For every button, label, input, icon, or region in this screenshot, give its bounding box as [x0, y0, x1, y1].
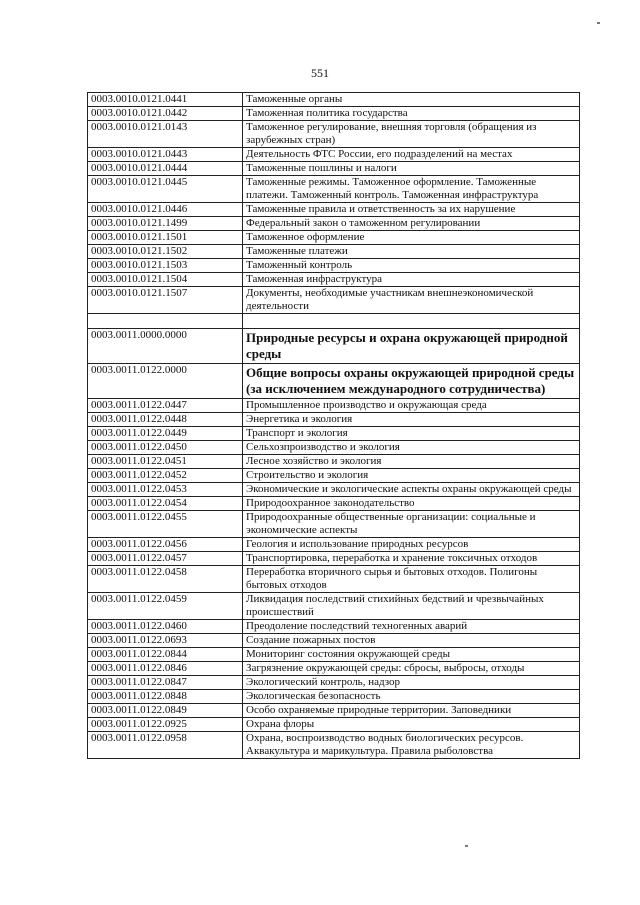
table-row — [88, 497, 580, 511]
row-label: Таможенные правила и ответственность за их нарушение — [243, 203, 580, 217]
table-row — [88, 566, 580, 593]
row-code: 0003.0010.0121.1499 — [88, 217, 243, 231]
row-label: Транспортировка, переработка и хранение токсичных отходов — [243, 552, 580, 566]
row-code: 0003.0011.0000.0000 — [88, 329, 243, 364]
row-label: Природоохранные общественные организации: социальные и экономические аспекты — [243, 511, 580, 538]
table-row — [88, 634, 580, 648]
row-label: Геология и использование природных ресурсов — [243, 538, 580, 552]
row-label: Сельхозпроизводство и экология — [243, 441, 580, 455]
row-label: Таможенное регулирование, внешняя торговля (обращения из зарубежных стран) — [243, 121, 580, 148]
row-code: 0003.0011.0122.0455 — [88, 511, 243, 538]
table-row — [88, 259, 580, 273]
row-label: Общие вопросы охраны окружающей природной среды (за исключением международного сотрудничества) — [243, 364, 580, 399]
row-label: Таможенные органы — [243, 93, 580, 107]
table-row — [88, 469, 580, 483]
row-code: 0003.0011.0122.0925 — [88, 718, 243, 732]
classifier-table-body — [88, 93, 580, 759]
row-label: Таможенные платежи — [243, 245, 580, 259]
table-row — [88, 483, 580, 497]
table-row — [88, 364, 580, 399]
row-code: 0003.0010.0121.0442 — [88, 107, 243, 121]
row-label: Ликвидация последствий стихийных бедствий и чрезвычайных происшествий — [243, 593, 580, 620]
row-code: 0003.0010.0121.1501 — [88, 231, 243, 245]
row-code: 0003.0010.0121.1504 — [88, 273, 243, 287]
row-label: Экономические и экологические аспекты охраны окружающей среды — [243, 483, 580, 497]
table-row — [88, 413, 580, 427]
table-row — [88, 427, 580, 441]
row-label: Экологический контроль, надзор — [243, 676, 580, 690]
row-code: 0003.0011.0122.0456 — [88, 538, 243, 552]
row-label: Создание пожарных постов — [243, 634, 580, 648]
row-code: 0003.0010.0121.0446 — [88, 203, 243, 217]
page-number: 551 — [311, 66, 329, 80]
row-code: 0003.0011.0122.0452 — [88, 469, 243, 483]
row-code: 0003.0011.0122.0450 — [88, 441, 243, 455]
table-row — [88, 511, 580, 538]
row-label: Таможенная политика государства — [243, 107, 580, 121]
row-label: Таможенная инфраструктура — [243, 273, 580, 287]
row-label: Экологическая безопасность — [243, 690, 580, 704]
table-row — [88, 203, 580, 217]
table-row — [88, 231, 580, 245]
row-code: 0003.0011.0122.0457 — [88, 552, 243, 566]
table-row — [88, 217, 580, 231]
scan-speck — [465, 845, 468, 847]
row-code: 0003.0010.0121.0143 — [88, 121, 243, 148]
row-code: 0003.0011.0122.0459 — [88, 593, 243, 620]
row-label: Энергетика и экология — [243, 413, 580, 427]
table-row — [88, 399, 580, 413]
row-code — [88, 314, 243, 329]
row-code: 0003.0010.0121.1502 — [88, 245, 243, 259]
table-row — [88, 162, 580, 176]
row-code: 0003.0011.0122.0460 — [88, 620, 243, 634]
row-label: Таможенный контроль — [243, 259, 580, 273]
row-code: 0003.0010.0121.0443 — [88, 148, 243, 162]
table-row — [88, 93, 580, 107]
table-row — [88, 273, 580, 287]
row-label: Загрязнение окружающей среды: сбросы, выбросы, отходы — [243, 662, 580, 676]
row-code: 0003.0011.0122.0449 — [88, 427, 243, 441]
row-code: 0003.0011.0122.0454 — [88, 497, 243, 511]
row-code: 0003.0011.0122.0846 — [88, 662, 243, 676]
row-code: 0003.0010.0121.0444 — [88, 162, 243, 176]
row-label: Федеральный закон о таможенном регулировании — [243, 217, 580, 231]
row-label: Преодоление последствий техногенных аварий — [243, 620, 580, 634]
row-label: Особо охраняемые природные территории. Заповедники — [243, 704, 580, 718]
table-row — [88, 107, 580, 121]
row-label: Охрана флоры — [243, 718, 580, 732]
table-row — [88, 676, 580, 690]
table-row — [88, 552, 580, 566]
row-label: Мониторинг состояния окружающей среды — [243, 648, 580, 662]
row-code: 0003.0011.0122.0693 — [88, 634, 243, 648]
row-code: 0003.0011.0122.0848 — [88, 690, 243, 704]
row-code: 0003.0011.0122.0458 — [88, 566, 243, 593]
table-row — [88, 287, 580, 314]
table-row — [88, 441, 580, 455]
row-label — [243, 314, 580, 329]
row-code: 0003.0011.0122.0000 — [88, 364, 243, 399]
table-row — [88, 176, 580, 203]
row-code: 0003.0011.0122.0844 — [88, 648, 243, 662]
table-row — [88, 690, 580, 704]
row-label: Таможенные режимы. Таможенное оформление. Таможенные платежи. Таможенный контроль. Таможенная инфраструктура — [243, 176, 580, 203]
table-row — [88, 148, 580, 162]
row-label: Лесное хозяйство и экология — [243, 455, 580, 469]
row-label: Таможенное оформление — [243, 231, 580, 245]
row-label: Транспорт и экология — [243, 427, 580, 441]
row-code: 0003.0010.0121.0441 — [88, 93, 243, 107]
table-row — [88, 593, 580, 620]
row-code: 0003.0011.0122.0847 — [88, 676, 243, 690]
table-row — [88, 648, 580, 662]
row-code: 0003.0010.0121.1507 — [88, 287, 243, 314]
row-label: Строительство и экология — [243, 469, 580, 483]
table-row — [88, 732, 580, 759]
scan-speck — [597, 22, 600, 24]
table-row — [88, 620, 580, 634]
row-code: 0003.0011.0122.0447 — [88, 399, 243, 413]
table-row — [88, 704, 580, 718]
row-code: 0003.0011.0122.0451 — [88, 455, 243, 469]
row-code: 0003.0011.0122.0849 — [88, 704, 243, 718]
row-label: Природные ресурсы и охрана окружающей природной среды — [243, 329, 580, 364]
row-label: Природоохранное законодательство — [243, 497, 580, 511]
table-row — [88, 121, 580, 148]
table-row — [88, 662, 580, 676]
row-label: Переработка вторичного сырья и бытовых отходов. Полигоны бытовых отходов — [243, 566, 580, 593]
table-row — [88, 329, 580, 364]
table-row — [88, 455, 580, 469]
table-row — [88, 245, 580, 259]
row-code: 0003.0011.0122.0958 — [88, 732, 243, 759]
row-code: 0003.0011.0122.0448 — [88, 413, 243, 427]
classifier-table — [87, 92, 580, 759]
row-label: Таможенные пошлины и налоги — [243, 162, 580, 176]
row-label: Охрана, воспроизводство водных биологических ресурсов. Аквакультура и марикультура. Правила рыболовства — [243, 732, 580, 759]
table-row — [88, 314, 580, 329]
row-code: 0003.0010.0121.0445 — [88, 176, 243, 203]
row-code: 0003.0010.0121.1503 — [88, 259, 243, 273]
row-label: Документы, необходимые участникам внешнеэкономической деятельности — [243, 287, 580, 314]
table-row — [88, 718, 580, 732]
row-code: 0003.0011.0122.0453 — [88, 483, 243, 497]
row-label: Деятельность ФТС России, его подразделений на местах — [243, 148, 580, 162]
row-label: Промышленное производство и окружающая среда — [243, 399, 580, 413]
table-row — [88, 538, 580, 552]
